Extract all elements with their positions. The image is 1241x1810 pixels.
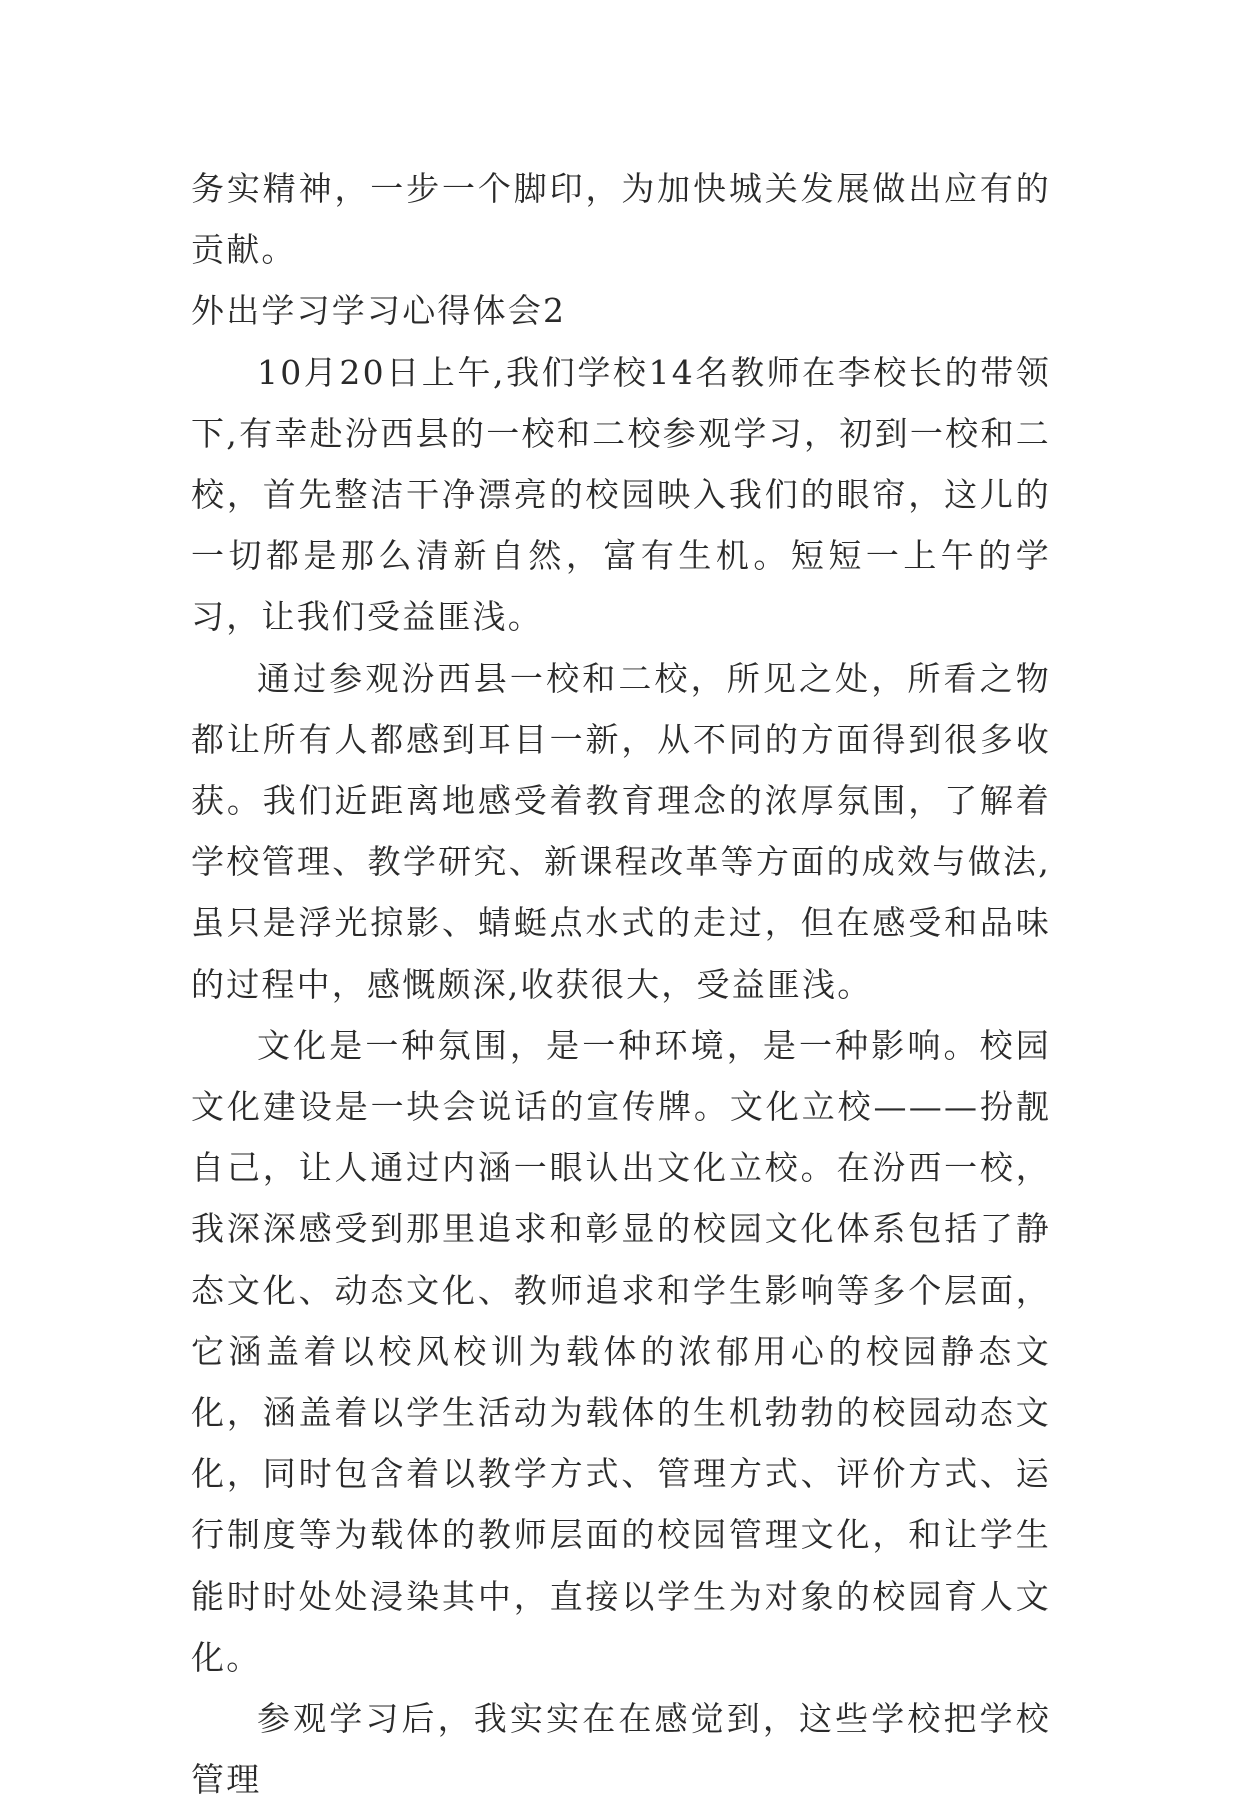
document-body	[191, 158, 1051, 1810]
paragraph-campus-culture: 文化是一种氛围，是一种环境，是一种影响。校园文化建设是一块会说话的宣传牌。文化立校———扮靓自己，让人通过内涵一眼认出文化立校。在汾西一校，我深深感受到那里追求和彰显的校园文化体系包括了静态文化、动态文化、教师追求和学生影响等多个层面，它涵盖着以校风校训为载体的浓郁用心的校园静态文化，涵盖着以学生活动为载体的生机勃勃的校园动态文化，同时包含着以教学方式、管理方式、评价方式、运行制度等为载体的教师层面的校园管理文化，和让学生能时时处处浸染其中，直接以学生为对象的校园育人文化。	[191, 1025, 1051, 1677]
text-line-continuation: 务实精神，一步一个脚印，为加快城关发展做出应有的贡献。	[191, 169, 1051, 270]
paragraph-observations: 通过参观汾西县一校和二校，所见之处，所看之物都让所有人都感到耳目一新，从不同的方面得到很多收获。我们近距离地感受着教育理念的浓厚氛围，了解着学校管理、教学研究、新课程改革等方面的成效与做法,虽只是浮光掠影、蜻蜓点水式的走过，但在感受和品味的过程中，感慨颇深,收获很大，受益匪浅。	[191, 658, 1051, 1004]
paragraph-after-visit: 参观学习后，我实实在在感觉到，这些学校把学校管理	[191, 1699, 1051, 1800]
section-heading: 外出学习学习心得体会2	[191, 291, 567, 331]
paragraph-visit-intro: 10月20日上午,我们学校14名教师在李校长的带领下,有幸赴汾西县的一校和二校参观学习，初到一校和二校，首先整洁干净漂亮的校园映入我们的眼帘，这儿的一切都是那么清新自然，富有生机。短短一上午的学习，让我们受益匪浅。	[191, 352, 1051, 637]
